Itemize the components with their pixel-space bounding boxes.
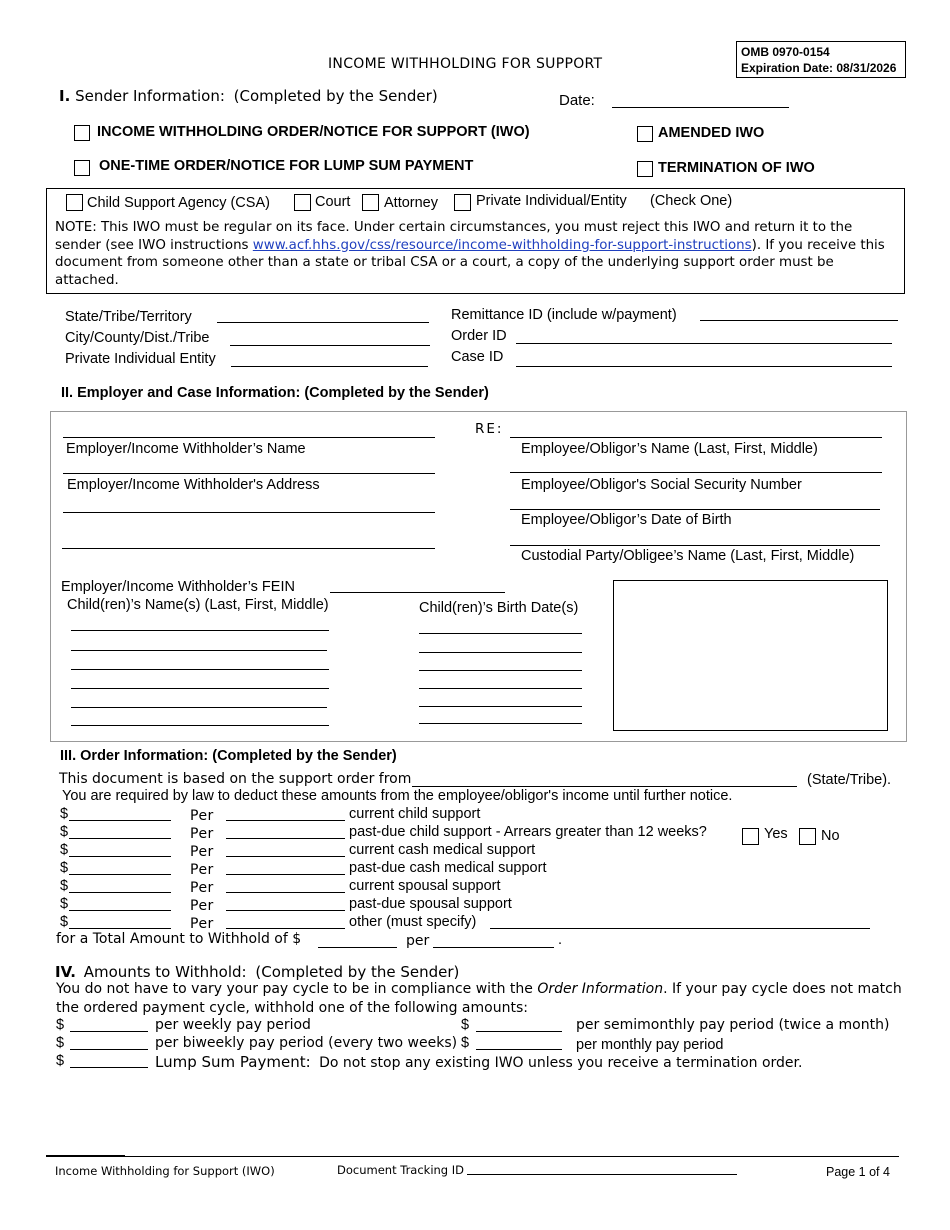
order-row-amount-field[interactable]	[69, 838, 171, 839]
termination-label: TERMINATION OF IWO	[658, 160, 815, 176]
child-dob-field-4[interactable]	[419, 688, 582, 689]
based-on-label: This document is based on the support order from	[59, 771, 412, 787]
tracking-id-field[interactable]	[467, 1174, 737, 1175]
page-number: Page 1 of 4	[826, 1165, 890, 1179]
private-checkbox[interactable]	[454, 194, 471, 211]
one-time-label: ONE-TIME ORDER/NOTICE FOR LUMP SUM PAYMENT	[99, 158, 474, 174]
biweekly-amount-field[interactable]	[70, 1049, 148, 1050]
employer-address-field-2[interactable]	[63, 512, 435, 513]
order-row-label: current spousal support	[349, 878, 501, 894]
total-period: .	[558, 932, 563, 948]
iwo-label: INCOME WITHHOLDING ORDER/NOTICE FOR SUPPORT (IWO)	[97, 124, 530, 140]
omb-box	[736, 41, 906, 78]
lump-sum-label: Lump Sum Payment:	[155, 1053, 311, 1071]
case-id-label: Case ID	[451, 349, 504, 365]
order-row-dollar: $	[60, 896, 69, 912]
other-specify-field[interactable]	[490, 928, 870, 929]
semimonthly-dollar: $	[461, 1017, 470, 1033]
total-amount-label: for a Total Amount to Withhold of $	[56, 931, 302, 947]
order-row-per-label: Per	[190, 808, 214, 824]
required-by-law-text: You are required by law to deduct these amounts from the employee/obligor's income until further notice.	[62, 788, 733, 804]
order-row-per-field[interactable]	[226, 910, 345, 911]
remittance-id-label: Remittance ID (include w/payment)	[451, 307, 677, 323]
remittance-id-field[interactable]	[700, 320, 898, 321]
section1-note: (Completed by the Sender)	[233, 87, 438, 105]
total-per-label: per	[406, 933, 430, 949]
order-row-label: current child support	[349, 806, 481, 822]
section4-number: IV.	[55, 963, 76, 981]
section3-heading: III. Order Information: (Completed by the Sender)	[60, 748, 397, 764]
section2-heading: II. Employer and Case Information: (Completed by the Sender)	[61, 385, 489, 401]
total-per-field[interactable]	[433, 947, 554, 948]
section1-title: Sender Information:	[75, 87, 225, 105]
order-id-label: Order ID	[451, 328, 507, 344]
section1-number: I.	[59, 87, 71, 105]
city-county-field[interactable]	[230, 345, 430, 346]
order-row-label: current cash medical support	[349, 842, 536, 858]
weekly-label: per weekly pay period	[155, 1017, 311, 1033]
total-amount-field[interactable]	[318, 947, 397, 948]
monthly-label: per monthly pay period	[576, 1037, 724, 1053]
order-row-per-label: Per	[190, 826, 214, 842]
private-label: Private Individual/Entity	[476, 193, 627, 209]
intro-text-2: . If your pay cycle does not match the ordered payment cycle, withhold one of the following amounts:	[56, 981, 902, 1016]
order-row-per-label: Per	[190, 916, 214, 932]
order-row-per-label: Per	[190, 880, 214, 896]
instructions-link[interactable]: www.acf.hhs.gov/css/resource/income-withholding-for-support-instructions	[252, 237, 752, 253]
city-county-label: City/County/Dist./Tribe	[65, 330, 210, 346]
order-row-dollar: $	[60, 824, 69, 840]
order-row-dollar: $	[60, 860, 69, 876]
csa-label: Child Support Agency (CSA)	[87, 195, 270, 211]
footer-rule	[46, 1156, 899, 1157]
section4-note: (Completed by the Sender)	[255, 963, 460, 981]
semimonthly-label: per semimonthly pay period (twice a month)	[576, 1017, 890, 1033]
order-row-per-label: Per	[190, 844, 214, 860]
biweekly-dollar: $	[56, 1035, 65, 1051]
order-row-label: other (must specify)	[349, 914, 477, 930]
order-row-dollar: $	[60, 806, 69, 822]
support-order-from-field[interactable]	[412, 786, 797, 787]
employer-fein-field[interactable]	[330, 592, 505, 593]
employee-name-field[interactable]	[510, 437, 882, 438]
intro-emphasis: Order Information	[537, 981, 664, 997]
employer-fein-label: Employer/Income Withholder’s FEIN	[61, 579, 295, 595]
child-dob-field-1[interactable]	[419, 633, 582, 634]
note-text-1: NOTE: This IWO must be regular on its face. Under certain circumstances, you must reject this IWO and return it to the sender (see IWO instructions	[55, 220, 853, 253]
order-row-dollar: $	[60, 914, 69, 930]
employee-ssn-label: Employee/Obligor's Social Security Number	[521, 477, 802, 493]
order-row-per-field[interactable]	[226, 856, 345, 857]
weekly-dollar: $	[56, 1017, 65, 1033]
employer-address-label: Employer/Income Withholder's Address	[67, 477, 320, 493]
order-row-amount-field[interactable]	[69, 928, 171, 929]
case-id-field[interactable]	[516, 366, 892, 367]
section4-intro	[56, 980, 906, 1018]
omb-number: OMB 0970-0154	[741, 45, 830, 59]
children-names-label: Child(ren)’s Name(s) (Last, First, Middle)	[67, 597, 329, 613]
employee-dob-field[interactable]	[510, 509, 880, 510]
child-name-field-4[interactable]	[71, 688, 329, 689]
child-dob-field-5[interactable]	[419, 706, 582, 707]
child-name-field-6[interactable]	[71, 725, 329, 726]
child-name-field-1[interactable]	[71, 630, 329, 631]
weekly-amount-field[interactable]	[70, 1031, 148, 1032]
state-tribe-suffix: (State/Tribe).	[807, 772, 892, 788]
child-name-field-5[interactable]	[71, 707, 327, 708]
employer-address-field-3[interactable]	[62, 548, 435, 549]
lump-sum-instruction: Do not stop any existing IWO unless you receive a termination order.	[319, 1055, 803, 1071]
child-dob-field-3[interactable]	[419, 670, 582, 671]
order-row-amount-field[interactable]	[69, 874, 171, 875]
employer-name-label: Employer/Income Withholder’s Name	[66, 441, 306, 457]
order-row-dollar: $	[60, 842, 69, 858]
footer-form-name: Income Withholding for Support (IWO)	[55, 1164, 275, 1178]
date-field[interactable]	[612, 107, 789, 108]
order-row-per-field[interactable]	[226, 874, 345, 875]
order-row-per-field[interactable]	[226, 838, 345, 839]
order-id-field[interactable]	[516, 343, 892, 344]
section4-heading	[55, 963, 459, 981]
order-row-amount-field[interactable]	[69, 892, 171, 893]
comments-box[interactable]	[613, 580, 888, 731]
employer-name-field[interactable]	[63, 437, 435, 438]
attorney-checkbox[interactable]	[362, 194, 379, 211]
amended-iwo-checkbox[interactable]	[637, 126, 653, 142]
expiration-date: Expiration Date: 08/31/2026	[741, 61, 897, 75]
lump-sum-amount-field[interactable]	[70, 1067, 148, 1068]
order-row-amount-field[interactable]	[69, 856, 171, 857]
one-time-checkbox[interactable]	[74, 160, 90, 176]
note-text-2: ). If you receive this document from someone other than a state or tribal CSA or a court, a copy of the underlying support order must be attached.	[55, 237, 885, 288]
footer-rule-accent	[46, 1155, 125, 1157]
state-tribe-label: State/Tribe/Territory	[65, 309, 192, 325]
semimonthly-amount-field[interactable]	[476, 1031, 562, 1032]
arrears-yes-checkbox[interactable]	[742, 828, 759, 845]
private-entity-field[interactable]	[231, 366, 428, 367]
iwo-checkbox[interactable]	[74, 125, 90, 141]
child-dob-field-2[interactable]	[419, 652, 582, 653]
monthly-dollar: $	[461, 1035, 470, 1051]
children-dobs-label: Child(ren)’s Birth Date(s)	[419, 600, 579, 616]
order-row-per-field[interactable]	[226, 892, 345, 893]
arrears-no-label: No	[821, 828, 840, 844]
section4-title: Amounts to Withhold:	[83, 963, 247, 981]
note-paragraph	[55, 219, 901, 289]
order-row-per-field[interactable]	[226, 820, 345, 821]
date-label: Date:	[559, 92, 595, 109]
intro-text-1: You do not have to vary your pay cycle to be in compliance with the	[56, 981, 538, 997]
termination-checkbox[interactable]	[637, 161, 653, 177]
custodial-party-label: Custodial Party/Obligee’s Name (Last, First, Middle)	[521, 548, 855, 564]
employee-name-label: Employee/Obligor’s Name (Last, First, Middle)	[521, 441, 818, 457]
arrears-no-checkbox[interactable]	[799, 828, 816, 845]
custodial-party-field[interactable]	[510, 545, 880, 546]
order-row-amount-field[interactable]	[69, 910, 171, 911]
order-row-amount-field[interactable]	[69, 820, 171, 821]
employee-ssn-field[interactable]	[510, 472, 882, 473]
csa-checkbox[interactable]	[66, 194, 83, 211]
order-row-per-field[interactable]	[226, 928, 345, 929]
monthly-amount-field[interactable]	[476, 1049, 562, 1050]
order-row-label: past-due child support - Arrears greater than 12 weeks?	[349, 824, 707, 840]
order-row-dollar: $	[60, 878, 69, 894]
order-row-label: past-due spousal support	[349, 896, 512, 912]
amended-iwo-label: AMENDED IWO	[658, 125, 765, 141]
arrears-yes-label: Yes	[764, 826, 788, 842]
employer-address-field-1[interactable]	[63, 473, 435, 474]
employee-dob-label: Employee/Obligor’s Date of Birth	[521, 512, 732, 528]
check-one-label: (Check One)	[650, 193, 733, 209]
re-label: RE:	[475, 421, 504, 437]
tracking-id-label: Document Tracking ID	[337, 1163, 465, 1177]
order-row-per-label: Per	[190, 898, 214, 914]
section1-heading	[59, 87, 438, 105]
court-label: Court	[315, 194, 351, 210]
child-name-field-2[interactable]	[71, 650, 327, 651]
lump-dollar: $	[56, 1053, 65, 1069]
attorney-label: Attorney	[384, 195, 438, 211]
child-name-field-3[interactable]	[71, 669, 329, 670]
order-row-per-label: Per	[190, 862, 214, 878]
lump-sum-text	[155, 1053, 802, 1071]
form-title: INCOME WITHHOLDING FOR SUPPORT	[328, 56, 603, 72]
state-tribe-field[interactable]	[217, 322, 429, 323]
private-entity-label: Private Individual Entity	[65, 351, 216, 367]
order-row-label: past-due cash medical support	[349, 860, 547, 876]
child-dob-field-6[interactable]	[419, 723, 582, 724]
biweekly-label: per biweekly pay period (every two weeks)	[155, 1035, 458, 1051]
court-checkbox[interactable]	[294, 194, 311, 211]
